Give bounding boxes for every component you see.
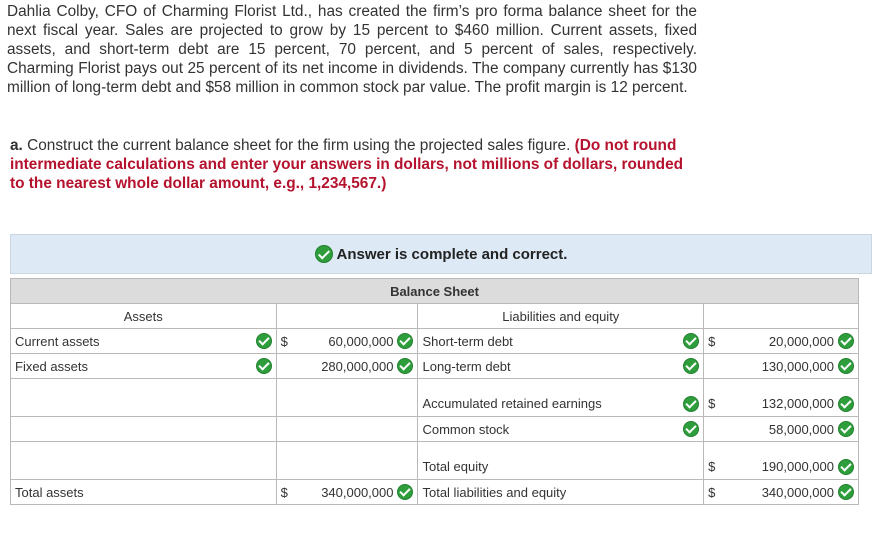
current-assets-input[interactable]: 60,000,000 bbox=[328, 333, 394, 349]
check-circle-icon bbox=[838, 421, 854, 437]
currency-symbol: $ bbox=[708, 396, 716, 411]
check-circle-icon bbox=[397, 358, 413, 374]
total-assets-label: Total assets bbox=[15, 484, 84, 500]
check-circle-icon bbox=[838, 358, 854, 374]
total-liabilities-equity-label: Total liabilities and equity bbox=[422, 484, 567, 500]
fixed-assets-label: Fixed assets bbox=[15, 358, 88, 374]
check-circle-icon bbox=[683, 358, 699, 374]
currency-symbol: $ bbox=[708, 484, 716, 500]
answer-status-message: Answer is complete and correct. bbox=[336, 245, 568, 263]
table-row bbox=[11, 379, 859, 417]
fixed-assets-input[interactable]: 280,000,000 bbox=[321, 358, 394, 374]
table-row bbox=[11, 480, 859, 505]
balance-sheet-title: Balance Sheet bbox=[11, 279, 859, 304]
liabilities-header: Liabilities and equity bbox=[418, 304, 704, 329]
short-term-debt-label: Short-term debt bbox=[422, 333, 513, 349]
currency-symbol: $ bbox=[708, 459, 716, 474]
total-equity-label: Total equity bbox=[422, 459, 489, 474]
check-circle-icon bbox=[838, 333, 854, 349]
long-term-debt-input[interactable]: 130,000,000 bbox=[761, 358, 834, 374]
table-row bbox=[11, 329, 859, 354]
check-circle-icon bbox=[838, 484, 854, 500]
part-a-instruction: (Do not round intermediate calculations and enter your answers in dollars, not millions of dollars, rounded to the nearest whole dollar amount, e.g., 1,234,567.) bbox=[10, 137, 684, 192]
table-row bbox=[11, 417, 859, 442]
check-circle-icon bbox=[683, 421, 699, 437]
part-a-prompt bbox=[10, 136, 700, 193]
check-circle-icon bbox=[397, 333, 413, 349]
liabilities-header-blank bbox=[704, 304, 859, 329]
balance-sheet-table bbox=[10, 278, 859, 505]
currency-symbol: $ bbox=[708, 333, 716, 349]
part-a-text: Construct the current balance sheet for the firm using the projected sales figure. bbox=[27, 137, 571, 154]
long-term-debt-label: Long-term debt bbox=[422, 358, 511, 374]
short-term-debt-input[interactable]: 20,000,000 bbox=[768, 333, 834, 349]
common-stock-input[interactable]: 58,000,000 bbox=[768, 421, 834, 437]
check-circle-icon bbox=[256, 333, 272, 349]
currency-symbol: $ bbox=[280, 333, 288, 349]
check-circle-icon bbox=[683, 333, 699, 349]
check-circle-icon bbox=[838, 396, 854, 412]
check-circle-icon bbox=[683, 396, 699, 412]
check-circle-icon bbox=[256, 358, 272, 374]
assets-header: Assets bbox=[11, 304, 277, 329]
current-assets-label: Current assets bbox=[15, 333, 100, 349]
total-equity-value: 190,000,000 bbox=[761, 459, 834, 474]
common-stock-label: Common stock bbox=[422, 421, 510, 437]
check-circle-icon bbox=[315, 245, 333, 263]
table-row bbox=[11, 354, 859, 379]
retained-earnings-input[interactable]: 132,000,000 bbox=[761, 396, 834, 411]
check-circle-icon bbox=[397, 484, 413, 500]
currency-symbol: $ bbox=[280, 484, 288, 500]
check-circle-icon bbox=[838, 459, 854, 475]
retained-earnings-label: Accumulated retained earnings bbox=[422, 396, 602, 411]
problem-statement: Dahlia Colby, CFO of Charming Florist Ltd., has created the firm’s pro forma balance sheet for the next fiscal year. Sales are projected to grow by 15 percent to $460 million. Current assets, fixed assets, and short-term debt are 15 percent, 70 percent, and 5 percent of sales, respectively. Charming Florist pays out 25 percent of its net income in dividends. The company currently has $130 million of long-term debt and $58 million in common stock par value. The profit margin is 12 percent. bbox=[7, 3, 697, 96]
total-assets-value: 340,000,000 bbox=[321, 484, 394, 500]
total-liabilities-equity-value: 340,000,000 bbox=[761, 484, 834, 500]
table-row bbox=[11, 442, 859, 480]
answer-status-banner bbox=[10, 234, 872, 274]
part-a-label: a. bbox=[10, 137, 23, 154]
assets-header-blank bbox=[276, 304, 418, 329]
